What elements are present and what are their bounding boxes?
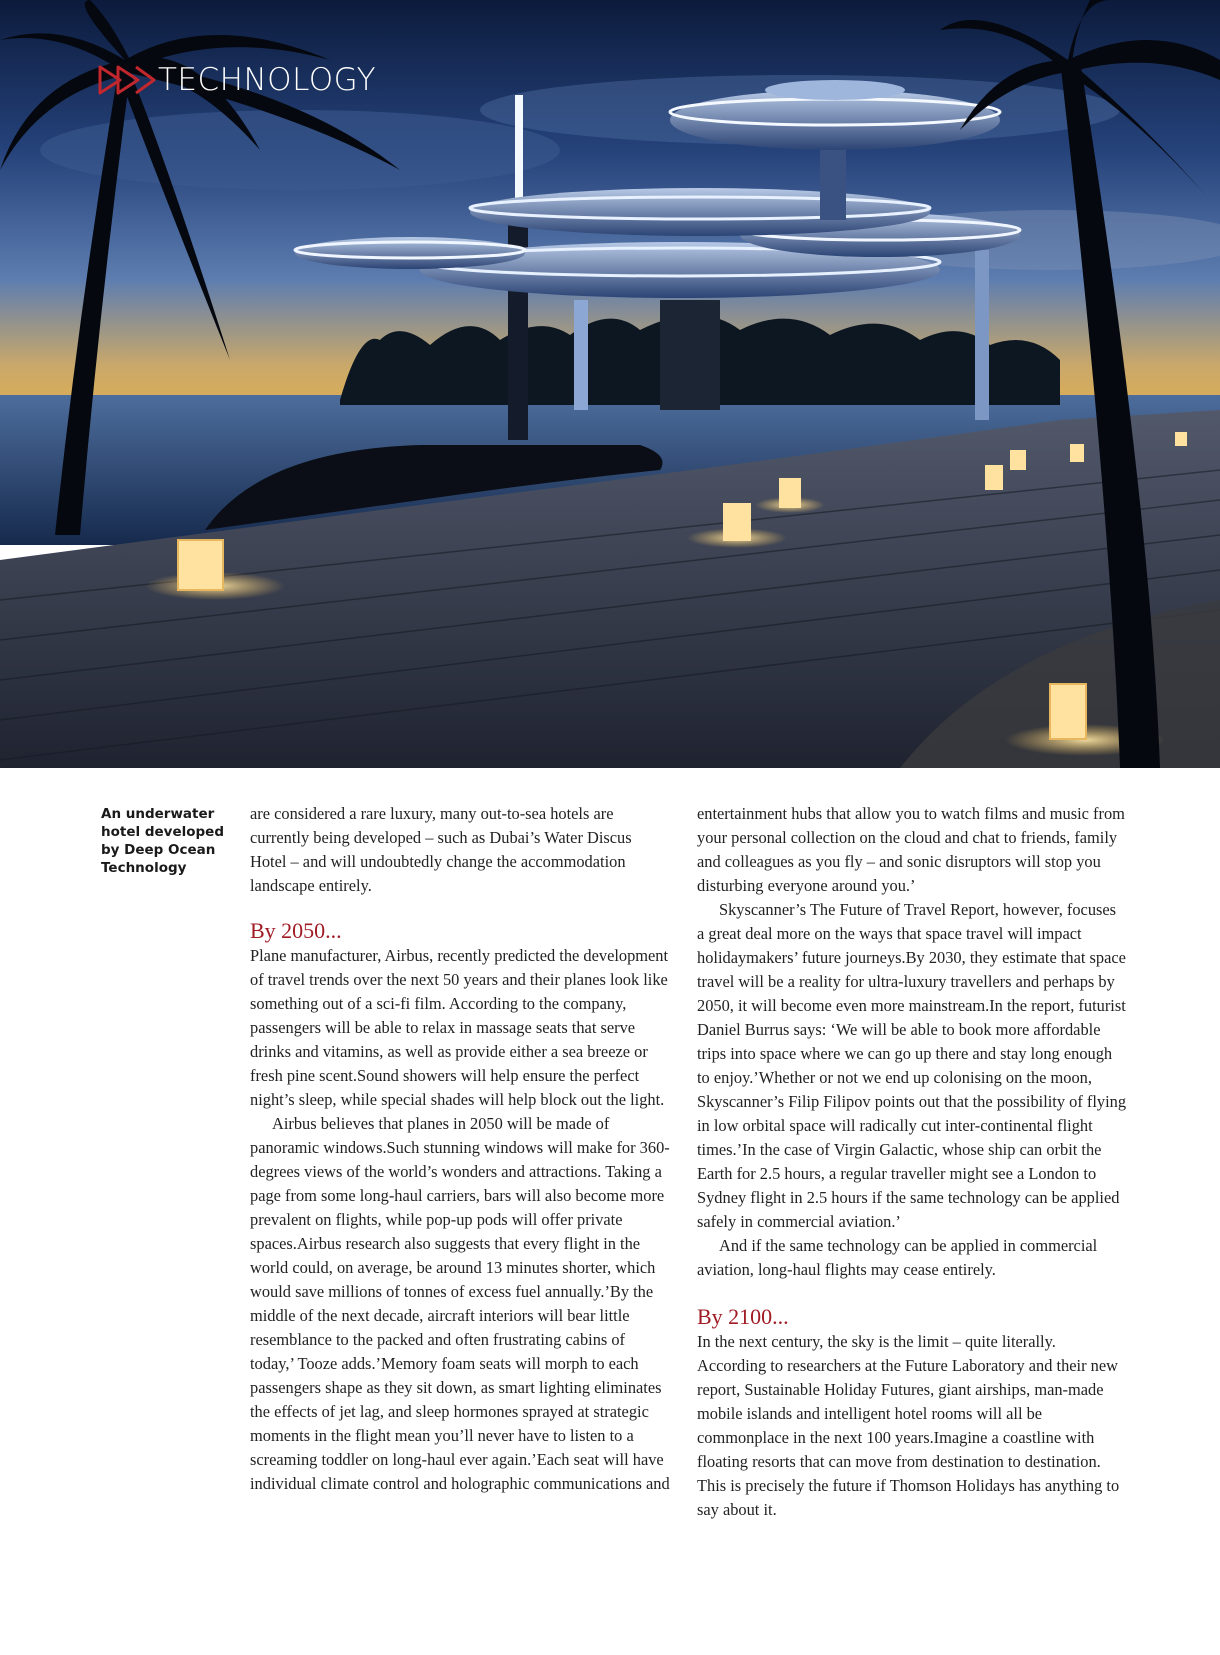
paragraph: In the next century, the sky is the limit – quite literally. According to researchers at the Future Laboratory and their new report, Sustainable Holiday Futures, giant airships, man-made mobile islands and intelligent hotel rooms will all be commonplace in the next 100 years.Imagine a coastline with floating resorts that can move from destination to destination. This is precisely the future if Thomson Holidays has anything to say about it.: [697, 1332, 1120, 1519]
section-heading-2100: By 2100...: [697, 1304, 789, 1329]
underwater-hotel-illustration: [0, 0, 1220, 768]
article-column-left: [250, 802, 670, 1496]
section-label: [98, 62, 376, 98]
double-arrow-icon: [98, 63, 156, 97]
paragraph: Plane manufacturer, Airbus, recently predicted the development of travel trends over the next 50 years and their planes look like something out of a sci-fi film. According to the company, passengers will be able to relax in massage seats that serve drinks and vitamins, as well as provide either a sea breeze or fresh pine scent.Sound showers will help ensure the perfect night’s sleep, while special shades will help block out the light.: [250, 946, 669, 1109]
paragraph: Skyscanner’s The Future of Travel Report, however, focuses a great deal more on the ways that space travel will impact holidaymakers’ future journeys.By 2030, they estimate that space travel will be a reality for ultra-luxury travellers and perhaps by 2050, it will become even more mainstream.In the report, futurist Daniel Burrus says: ‘We will be able to book more affordable trips into space where we can go up there and stay long enough to enjoy.’Whether or not we end up colonising on the moon, Skyscanner’s Filip Filipov points out that the possibility of flying in low orbital space will radically cut inter-continental flight times.’In the case of Virgin Galactic, whose ship can orbit the Earth for 2.5 hours, a regular traveller might see a London to Sydney flight in 2.5 hours if the same technology can be applied safely in commercial aviation.’: [697, 900, 1127, 1231]
paragraph: And if the same technology can be applied in commercial aviation, long-haul flights may cease entirely.: [697, 1236, 1098, 1279]
paragraph: are considered a rare luxury, many out-to-sea hotels are currently being developed – such as Dubai’s Water Discus Hotel – and will undoubtedly change the accommodation landscape entirely.: [250, 804, 632, 895]
image-caption: An underwater hotel developed by Deep Ocean Technology: [101, 806, 224, 876]
paragraph: entertainment hubs that allow you to watch films and music from your personal collection on the cloud and chat to friends, family and colleagues as you fly – and sonic disruptors will stop you disturbing everyone around you.’: [697, 804, 1125, 895]
hero-image: [0, 0, 1220, 768]
paragraph: Airbus believes that planes in 2050 will be made of panoramic windows.Such stunning windows will make for 360-degrees views of the world’s wonders and attractions. Taking a page from some long-haul carriers, bars will also become more prevalent on flights, while pop-up pods will offer private spaces.Airbus research also suggests that every flight in the world could, on average, be around 13 minutes shorter, which would save millions of tonnes of excess fuel annually.’By the middle of the next decade, aircraft interiors will bear little resemblance to the packed and often frustrating cabins of today,’ Tooze adds.’Memory foam seats will morph to each passengers shape as they sit down, as smart lighting eliminates the effects of jet lag, and sleep hormones sprayed at strategic moments in the flight mean you’ll never have to listen to a screaming toddler on long-haul ever again.’Each seat will have individual climate control and holographic communications and: [250, 1114, 670, 1493]
section-title: TECHNOLOGY: [158, 62, 377, 98]
article-column-right: [697, 802, 1127, 1522]
section-heading-2050: By 2050...: [250, 918, 342, 943]
